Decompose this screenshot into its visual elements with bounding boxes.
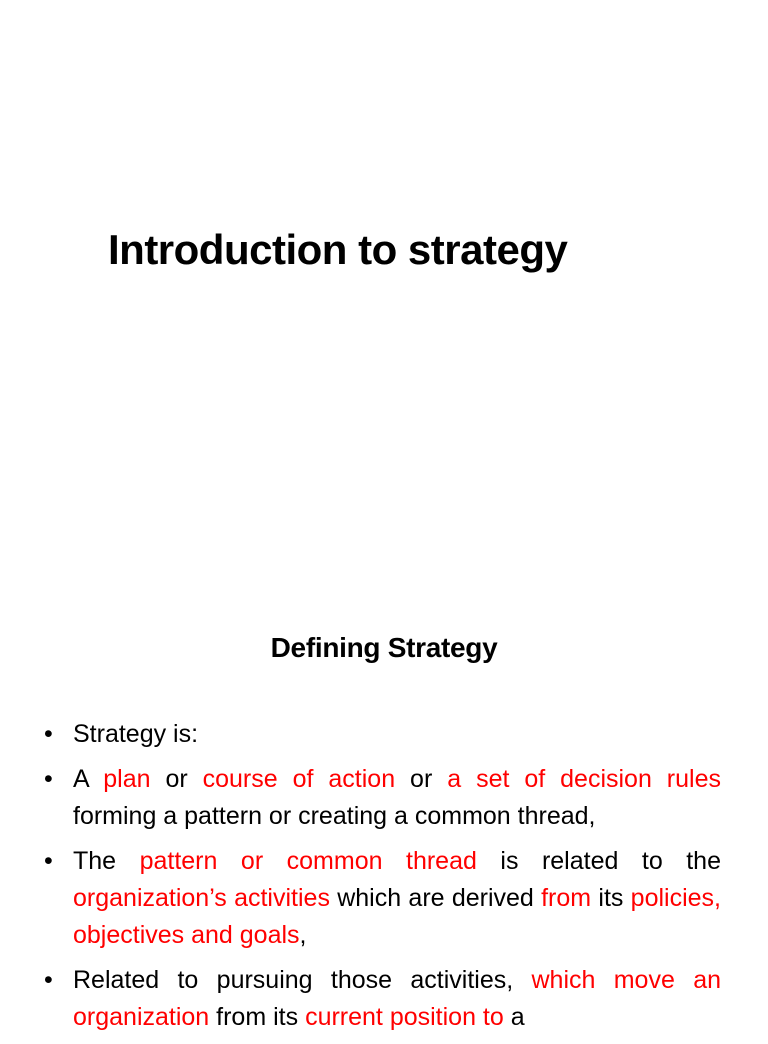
bullet-seg: which are derived — [329, 884, 542, 912]
bullet-seg: Strategy is: — [73, 720, 199, 748]
bullet-seg: Related to pursuing those activities, — [73, 966, 532, 994]
bullet-seg: or — [150, 765, 203, 793]
bullet-item — [0, 761, 768, 835]
bullet-seg: from its — [209, 1003, 306, 1031]
bullet-seg-highlight: from — [541, 884, 592, 912]
bullet-item — [0, 843, 768, 954]
section-title: Defining Strategy — [270, 632, 498, 663]
bullet-item — [0, 716, 768, 753]
slide-title: Introduction to strategy — [108, 226, 568, 273]
bullet-seg: or — [395, 765, 448, 793]
bullet-list — [0, 716, 768, 1044]
bullet-seg: A — [73, 765, 104, 793]
bullet-seg-highlight: pattern or common thread — [139, 847, 477, 875]
bullet-dot-icon: • — [44, 847, 53, 875]
bullet-dot-icon: • — [44, 966, 53, 994]
bullet-seg-highlight: a set of decision rules — [447, 765, 721, 793]
bullet-seg-highlight: course of action — [202, 765, 396, 793]
bullet-seg: forming a pattern or creating a common thread, — [73, 802, 596, 830]
bullet-dot-icon: • — [44, 765, 53, 793]
bullet-seg-highlight: policies, objectives and goals — [73, 884, 721, 949]
bullet-item — [0, 962, 768, 1036]
bullet-seg: , — [299, 921, 307, 949]
bullet-seg: The — [73, 847, 140, 875]
bullet-seg: its — [591, 884, 631, 912]
bullet-seg-highlight: which move an organization — [73, 966, 721, 1031]
bullet-seg-highlight: current position to — [305, 1003, 504, 1031]
bullet-seg: is related to the — [476, 847, 721, 875]
bullet-dot-icon: • — [44, 720, 53, 748]
bullet-seg-highlight: organization’s activities — [73, 884, 330, 912]
bullet-seg: a — [503, 1003, 525, 1031]
bullet-seg-highlight: plan — [103, 765, 151, 793]
